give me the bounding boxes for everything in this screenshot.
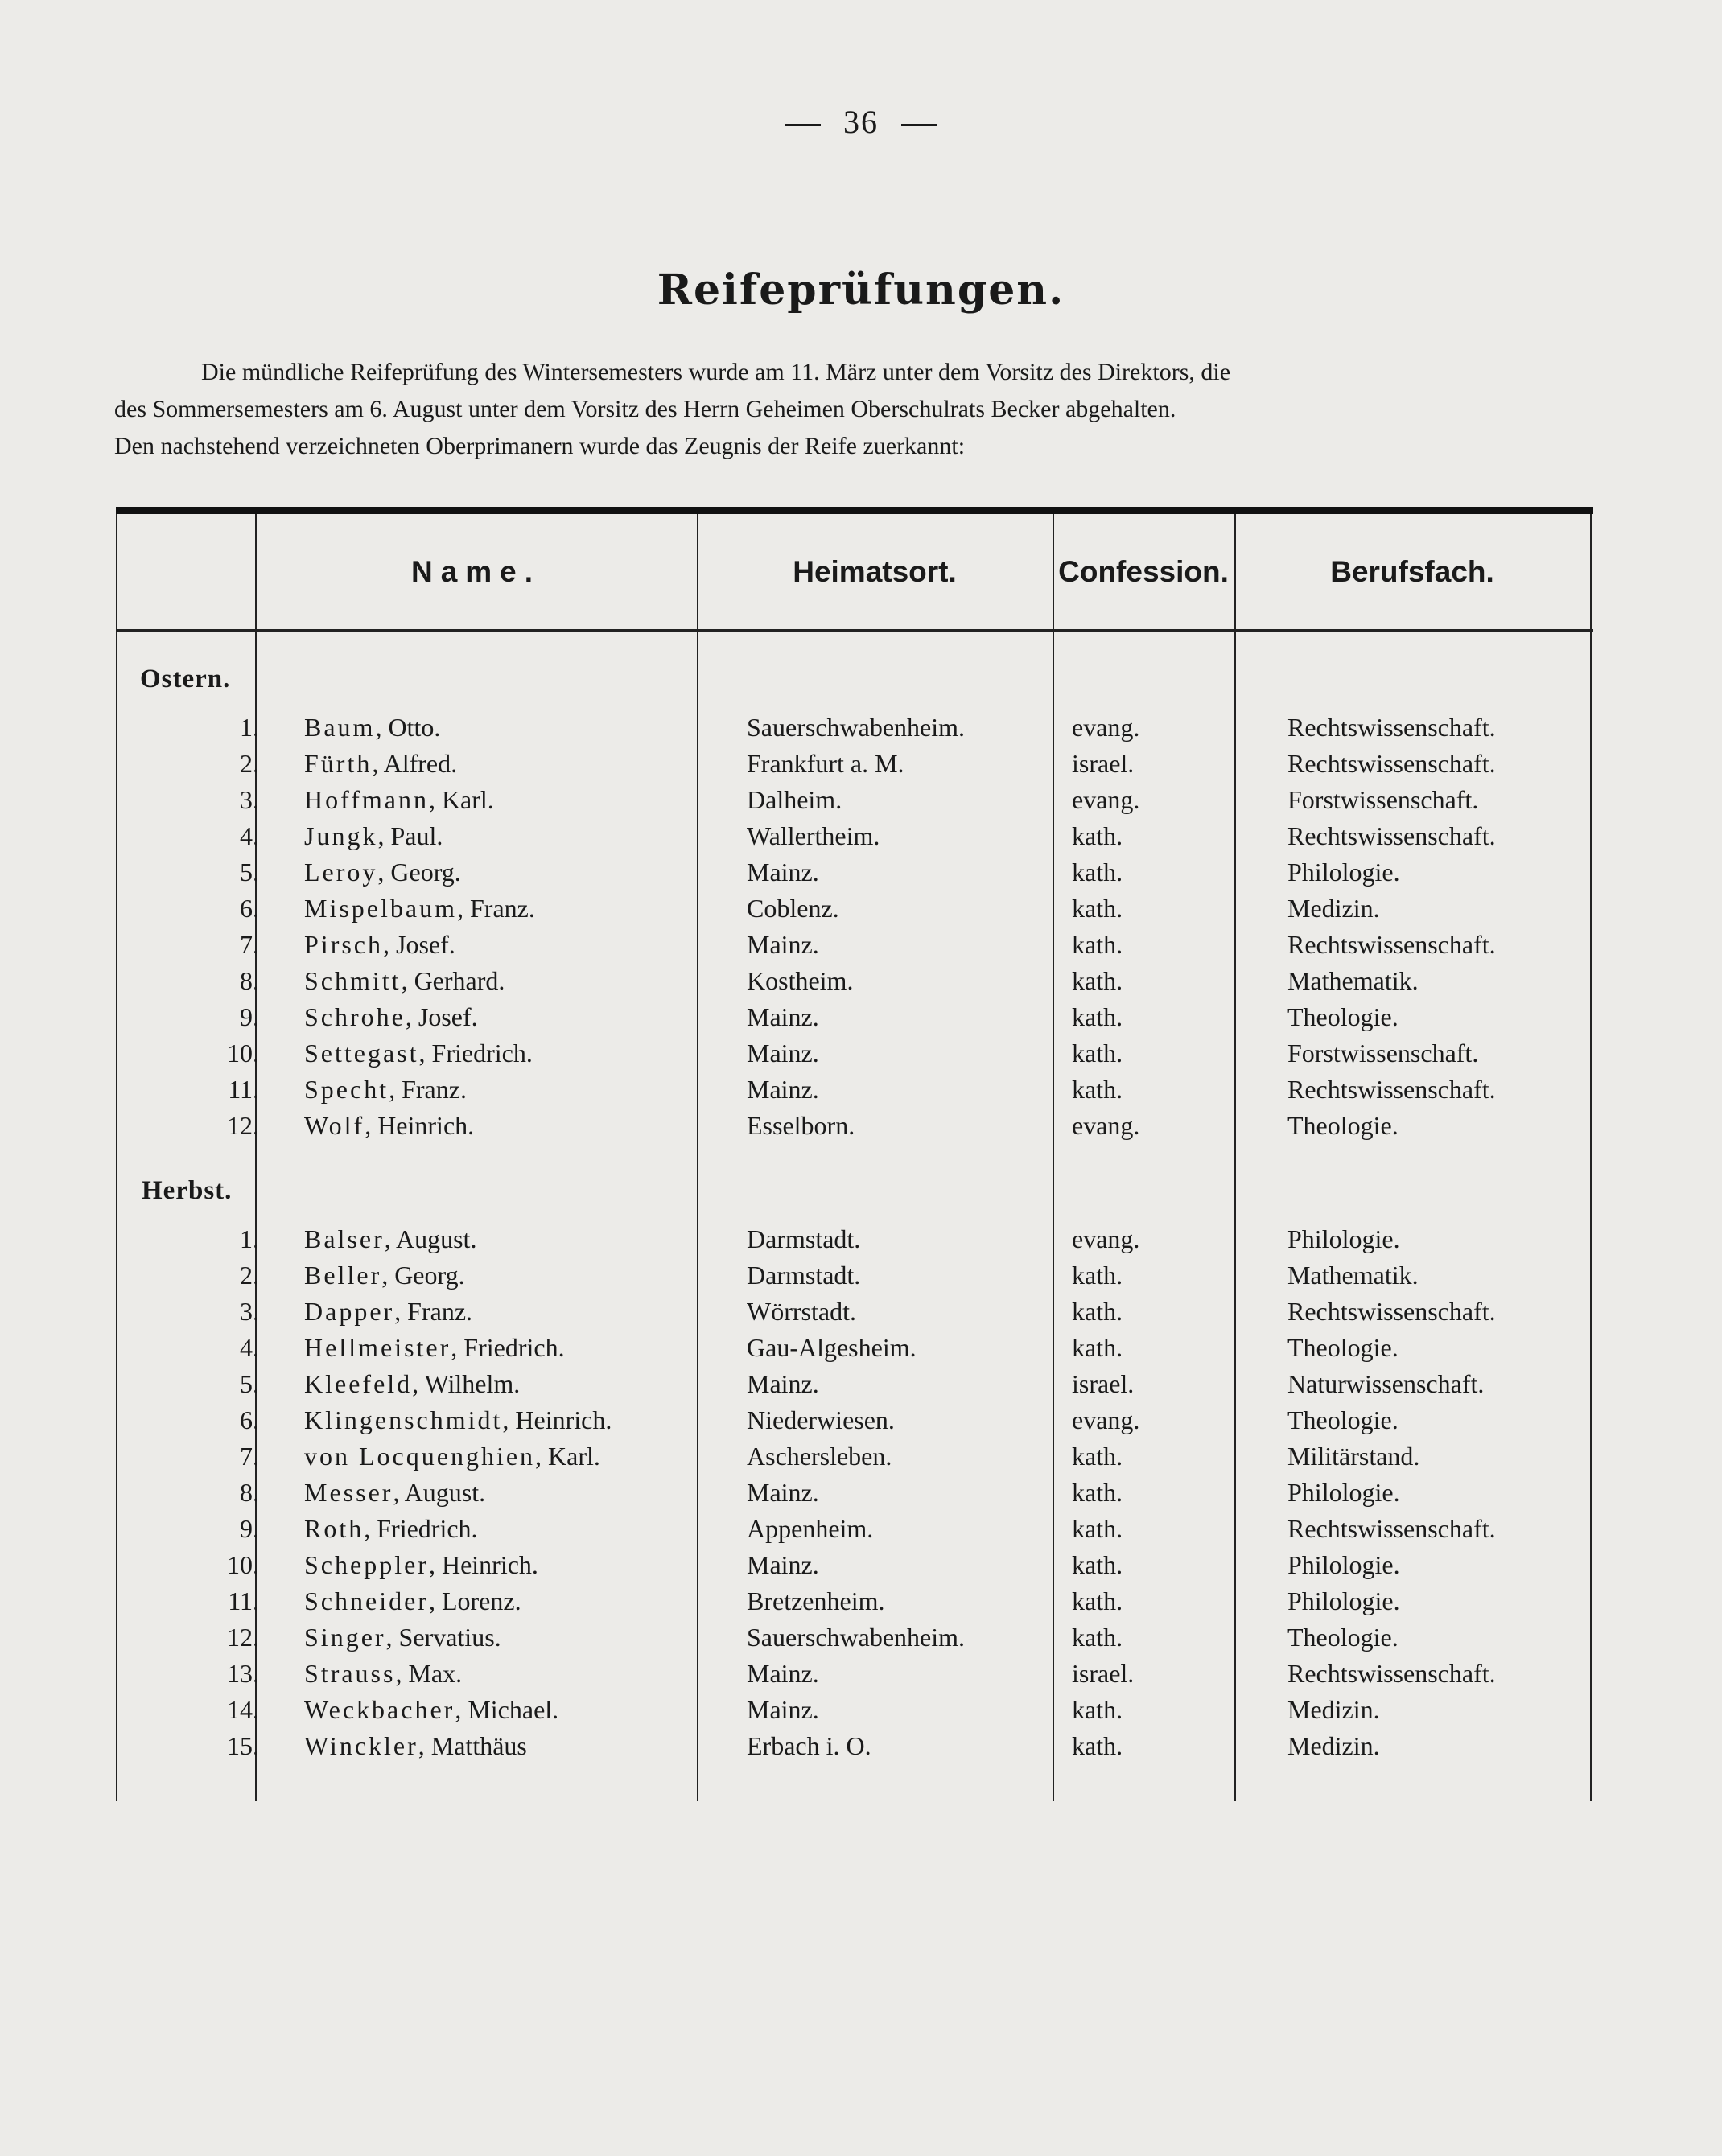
row-home: Mainz. [747, 1002, 819, 1031]
row-confession: kath. [1072, 1623, 1123, 1652]
row-confession: kath. [1072, 1695, 1123, 1724]
table-row [116, 1478, 1593, 1514]
row-given-name: , Friedrich. [418, 1039, 533, 1068]
row-home: Sauerschwabenheim. [747, 1623, 966, 1652]
row-given-name: , Max. [395, 1659, 463, 1688]
row-name [304, 1405, 612, 1435]
row-surname: Wolf [304, 1111, 365, 1140]
row-number: 4. [240, 821, 259, 850]
row-profession: Mathematik. [1287, 966, 1419, 995]
dash-left [785, 124, 821, 126]
row-surname: Balser [304, 1224, 385, 1253]
row-confession: kath. [1072, 1075, 1123, 1104]
row-name [304, 1111, 474, 1141]
table-row [116, 1261, 1593, 1297]
row-home: Wörrstadt. [747, 1297, 856, 1326]
row-given-name: , Karl. [535, 1442, 600, 1471]
table-row [116, 1695, 1593, 1731]
row-name [304, 1002, 478, 1032]
row-given-name: , Georg. [381, 1261, 465, 1290]
row-given-name: , Michael. [455, 1695, 559, 1724]
table-row [116, 1333, 1593, 1369]
row-home: Kostheim. [747, 966, 854, 995]
row-confession: kath. [1072, 894, 1123, 923]
row-profession: Medizin. [1287, 894, 1380, 923]
row-surname: Fürth [304, 749, 373, 778]
row-profession: Forstwissenschaft. [1287, 1039, 1479, 1068]
row-profession: Rechtswissenschaft. [1287, 1514, 1496, 1543]
row-home: Mainz. [747, 930, 819, 959]
row-confession: kath. [1072, 1039, 1123, 1068]
row-home: Mainz. [747, 1478, 819, 1507]
row-home: Coblenz. [747, 894, 839, 923]
row-profession: Rechtswissenschaft. [1287, 821, 1496, 850]
row-given-name: , Paul. [377, 821, 443, 850]
row-number: 9. [240, 1002, 259, 1031]
row-name [304, 1514, 478, 1544]
table-row [116, 1514, 1593, 1550]
row-number: 10. [227, 1039, 259, 1068]
row-number: 5. [240, 858, 259, 887]
table-row [116, 1002, 1593, 1039]
row-profession: Medizin. [1287, 1695, 1380, 1724]
row-home: Mainz. [747, 1369, 819, 1398]
header-confession: Confession. [1058, 555, 1229, 588]
row-surname: Schneider [304, 1586, 429, 1615]
row-name [304, 1261, 465, 1290]
row-profession: Rechtswissenschaft. [1287, 1659, 1496, 1688]
row-confession: kath. [1072, 821, 1123, 850]
row-home: Bretzenheim. [747, 1586, 885, 1615]
row-home: Appenheim. [747, 1514, 874, 1543]
row-given-name: , Georg. [377, 858, 461, 887]
row-confession: kath. [1072, 1550, 1123, 1579]
header-profession: Berufsfach. [1330, 555, 1494, 588]
row-name [304, 1442, 600, 1471]
row-home: Niederwiesen. [747, 1405, 895, 1434]
row-confession: evang. [1072, 1224, 1140, 1253]
row-name [304, 1075, 467, 1105]
row-confession: kath. [1072, 1442, 1123, 1471]
row-name [304, 966, 505, 996]
table-row [116, 1550, 1593, 1586]
row-profession: Theologie. [1287, 1623, 1399, 1652]
header-home: Heimatsort. [793, 555, 957, 588]
table-row [116, 1369, 1593, 1405]
table-row [116, 1405, 1593, 1442]
row-given-name: , Josef. [405, 1002, 478, 1031]
row-given-name: , Servatius. [385, 1623, 501, 1652]
row-confession: kath. [1072, 1731, 1123, 1760]
row-name [304, 1369, 520, 1399]
table-row [116, 1731, 1593, 1767]
row-given-name: , Otto. [375, 713, 441, 742]
row-home: Erbach i. O. [747, 1731, 871, 1760]
row-surname: von Locquenghien [304, 1442, 536, 1471]
row-surname: Winckler [304, 1731, 418, 1760]
row-name [304, 894, 535, 924]
row-given-name: , Matthäus [418, 1731, 527, 1760]
table-row [116, 1075, 1593, 1111]
table-row [116, 1659, 1593, 1695]
row-profession: Theologie. [1287, 1002, 1399, 1031]
row-surname: Schrohe [304, 1002, 406, 1031]
row-name [304, 749, 457, 779]
row-confession: kath. [1072, 1514, 1123, 1543]
row-number: 14. [227, 1695, 259, 1724]
row-home: Wallertheim. [747, 821, 880, 850]
intro-line: Den nachstehend verzeichneten Oberprimanern wurde das Zeugnis der Reife zuerkannt: [114, 433, 966, 459]
row-surname: Jungk [304, 821, 378, 850]
row-surname: Leroy [304, 858, 378, 887]
row-number: 11. [228, 1075, 259, 1104]
row-profession: Theologie. [1287, 1333, 1399, 1362]
row-number: 1. [240, 713, 259, 742]
table-row [116, 1297, 1593, 1333]
row-home: Frankfurt a. M. [747, 749, 904, 778]
row-home: Mainz. [747, 1695, 819, 1724]
row-name [304, 785, 494, 815]
row-home: Aschersleben. [747, 1442, 892, 1471]
row-profession: Philologie. [1287, 1586, 1400, 1615]
row-profession: Theologie. [1287, 1111, 1399, 1140]
row-confession: kath. [1072, 1586, 1123, 1615]
row-given-name: , Franz. [456, 894, 535, 923]
row-profession: Forstwissenschaft. [1287, 785, 1479, 814]
row-confession: kath. [1072, 930, 1123, 959]
row-given-name: , Lorenz. [428, 1586, 521, 1615]
row-name [304, 1039, 533, 1068]
row-confession: evang. [1072, 785, 1140, 814]
row-profession: Philologie. [1287, 1224, 1400, 1253]
dash-right [901, 124, 937, 126]
row-given-name: , Franz. [394, 1297, 473, 1326]
row-number: 15. [227, 1731, 259, 1760]
row-given-name: , August. [384, 1224, 477, 1253]
table-row [116, 749, 1593, 785]
row-name [304, 930, 455, 960]
row-profession: Philologie. [1287, 1478, 1400, 1507]
row-home: Mainz. [747, 1659, 819, 1688]
row-surname: Singer [304, 1623, 386, 1652]
table-row [116, 1039, 1593, 1075]
row-surname: Strauss [304, 1659, 396, 1688]
intro-line: Die mündliche Reifeprüfung des Wintersemesters wurde am 11. März unter dem Vorsitz des Direktors, die [201, 359, 1231, 385]
row-given-name: , Josef. [383, 930, 455, 959]
row-surname: Pirsch [304, 930, 383, 959]
row-surname: Roth [304, 1514, 365, 1543]
row-home: Mainz. [747, 1550, 819, 1579]
header-name: Name. [410, 555, 542, 588]
table-row [116, 894, 1593, 930]
row-surname: Messer [304, 1478, 393, 1507]
row-profession: Rechtswissenschaft. [1287, 1297, 1496, 1326]
row-profession: Mathematik. [1287, 1261, 1419, 1290]
row-confession: kath. [1072, 858, 1123, 887]
table-row [116, 821, 1593, 858]
row-name [304, 1623, 501, 1652]
row-surname: Specht [304, 1075, 389, 1104]
row-number: 7. [240, 930, 259, 959]
row-given-name: , Franz. [389, 1075, 467, 1104]
intro-line: des Sommersemesters am 6. August unter dem Vorsitz des Herrn Geheimen Oberschulrats Becker abgehalten. [114, 396, 1176, 422]
row-number: 10. [227, 1550, 259, 1579]
row-surname: Weckbacher [304, 1695, 455, 1724]
row-given-name: , August. [393, 1478, 486, 1507]
row-profession: Philologie. [1287, 858, 1400, 887]
row-name [304, 858, 461, 887]
row-confession: kath. [1072, 1002, 1123, 1031]
row-home: Darmstadt. [747, 1261, 861, 1290]
row-given-name: , Heinrich. [502, 1405, 612, 1434]
row-name [304, 713, 440, 743]
row-number: 3. [240, 1297, 259, 1326]
section-label: Herbst. [142, 1176, 233, 1205]
row-number: 5. [240, 1369, 259, 1398]
table-row [116, 1586, 1593, 1623]
row-given-name: , Karl. [428, 785, 494, 814]
row-home: Sauerschwabenheim. [747, 713, 966, 742]
row-number: 7. [240, 1442, 259, 1471]
row-confession: evang. [1072, 713, 1140, 742]
row-number: 2. [240, 749, 259, 778]
row-confession: kath. [1072, 966, 1123, 995]
row-home: Mainz. [747, 1075, 819, 1104]
row-confession: kath. [1072, 1333, 1123, 1362]
row-home: Esselborn. [747, 1111, 855, 1140]
row-name [304, 1731, 527, 1761]
row-surname: Hellmeister [304, 1333, 451, 1362]
row-number: 9. [240, 1514, 259, 1543]
row-home: Darmstadt. [747, 1224, 861, 1253]
row-given-name: , Heinrich. [365, 1111, 475, 1140]
row-name [304, 1224, 476, 1254]
row-number: 12. [227, 1623, 259, 1652]
row-profession: Theologie. [1287, 1405, 1399, 1434]
row-given-name: , Wilhelm. [412, 1369, 521, 1398]
row-name [304, 1586, 521, 1616]
row-confession: kath. [1072, 1261, 1123, 1290]
row-number: 2. [240, 1261, 259, 1290]
row-name [304, 1695, 558, 1725]
row-number: 1. [240, 1224, 259, 1253]
row-number: 12. [227, 1111, 259, 1140]
row-confession: israel. [1072, 1659, 1135, 1688]
section-label: Ostern. [140, 664, 231, 693]
row-surname: Kleefeld [304, 1369, 413, 1398]
row-surname: Baum [304, 713, 376, 742]
row-given-name: , Heinrich. [428, 1550, 538, 1579]
row-given-name: , Gerhard. [401, 966, 505, 995]
page-number [0, 103, 1722, 141]
table-row [116, 966, 1593, 1002]
page-number-text: 36 [843, 104, 879, 140]
row-number: 11. [228, 1586, 259, 1615]
row-surname: Beller [304, 1261, 382, 1290]
row-name [304, 1297, 472, 1327]
row-home: Gau-Algesheim. [747, 1333, 917, 1362]
row-home: Mainz. [747, 858, 819, 887]
row-surname: Mispelbaum [304, 894, 457, 923]
intro-paragraph [114, 354, 1593, 465]
row-profession: Medizin. [1287, 1731, 1380, 1760]
row-given-name: , Alfred. [372, 749, 458, 778]
table-row [116, 785, 1593, 821]
row-name [304, 1478, 485, 1508]
row-confession: evang. [1072, 1111, 1140, 1140]
row-surname: Klingenschmidt [304, 1405, 503, 1434]
graduates-table [116, 507, 1593, 1802]
row-confession: israel. [1072, 1369, 1135, 1398]
row-profession: Militärstand. [1287, 1442, 1420, 1471]
page-title: Reifeprüfungen. [657, 265, 1065, 315]
row-confession: evang. [1072, 1405, 1140, 1434]
row-number: 6. [240, 1405, 259, 1434]
table-top-rule [116, 507, 1593, 514]
row-given-name: , Friedrich. [364, 1514, 478, 1543]
table-row [116, 1442, 1593, 1478]
table-row [116, 858, 1593, 894]
row-surname: Schmitt [304, 966, 402, 995]
table-row [116, 713, 1593, 749]
row-confession: kath. [1072, 1478, 1123, 1507]
table-row [116, 1111, 1593, 1147]
row-confession: kath. [1072, 1297, 1123, 1326]
table-row [116, 930, 1593, 966]
row-home: Dalheim. [747, 785, 842, 814]
row-name [304, 1333, 565, 1363]
row-surname: Scheppler [304, 1550, 429, 1579]
row-profession: Rechtswissenschaft. [1287, 1075, 1496, 1104]
row-confession: israel. [1072, 749, 1135, 778]
row-number: 8. [240, 1478, 259, 1507]
row-name [304, 821, 443, 851]
table-row [116, 1224, 1593, 1261]
row-number: 6. [240, 894, 259, 923]
row-surname: Settegast [304, 1039, 419, 1068]
row-number: 8. [240, 966, 259, 995]
table-row [116, 1623, 1593, 1659]
row-number: 4. [240, 1333, 259, 1362]
row-surname: Dapper [304, 1297, 395, 1326]
row-home: Mainz. [747, 1039, 819, 1068]
row-name [304, 1550, 538, 1580]
row-profession: Rechtswissenschaft. [1287, 930, 1496, 959]
row-profession: Naturwissenschaft. [1287, 1369, 1485, 1398]
row-profession: Rechtswissenschaft. [1287, 713, 1496, 742]
row-surname: Hoffmann [304, 785, 429, 814]
row-given-name: , Friedrich. [451, 1333, 565, 1362]
row-profession: Rechtswissenschaft. [1287, 749, 1496, 778]
row-number: 13. [227, 1659, 259, 1688]
row-number: 3. [240, 785, 259, 814]
header-rule [116, 629, 1593, 632]
row-name [304, 1659, 462, 1689]
row-profession: Philologie. [1287, 1550, 1400, 1579]
